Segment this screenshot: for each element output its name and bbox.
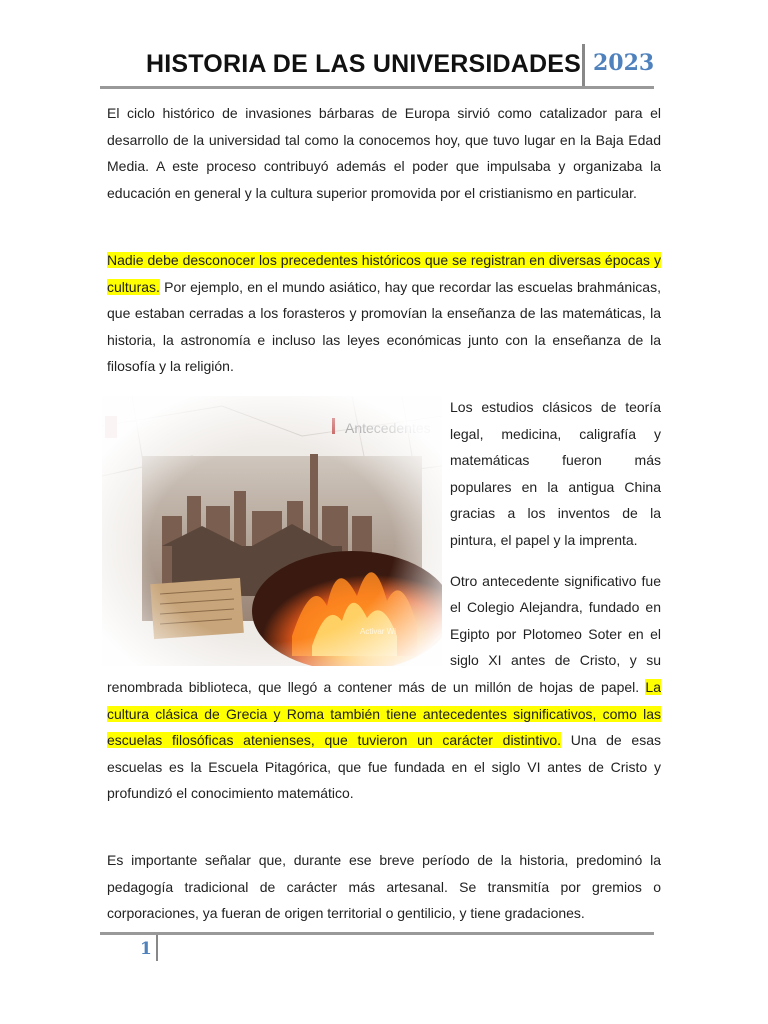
- highlighted-text: Nadie debe desconocer los precedentes históricos que se registran en diversas épocas y culturas.: [107, 252, 661, 295]
- paragraph-1: El ciclo histórico de invasiones bárbaras de Europa sirvió como catalizador para el desarrollo de la universidad tal como la conocemos hoy, que tuvo lugar en la Baja Edad Media. A este proceso contribuyó además el poder que impulsaba y organizaba la educación en general y la cultura superior promovida por el cristianismo en particular.: [107, 105, 661, 201]
- document-title: HISTORIA DE LAS UNIVERSIDADES: [146, 50, 582, 78]
- paragraph-3: Los estudios clásicos de teoría legal, medicina, caligrafía y matemáticas fueron más populares en la antigua China gracias a los inventos de la pintura, el papel y la imprenta.: [450, 399, 661, 548]
- paragraph-3-block: [107, 394, 661, 807]
- header-separator: [582, 44, 585, 88]
- header-year: 2023: [593, 50, 655, 76]
- page-number: 1: [140, 939, 152, 959]
- highlighted-text: La cultura clásica de Grecia y Roma también tiene antecedentes significativos, como las escuelas filosóficas atenienses, que tuvieron un carácter distintivo.: [107, 678, 661, 749]
- paragraph-4-end: Una de esas escuelas es la Escuela Pitagórica, que fue fundada en el siglo VI antes de Cristo y profundizó el conocimiento matemático.: [107, 732, 661, 802]
- footer-separator: [156, 935, 158, 961]
- footer-rule: [100, 932, 654, 935]
- antecedentes-illustration: [102, 396, 442, 666]
- antecedentes-image: [102, 396, 442, 666]
- paragraph-4-text: Otro antecedente significativo fue el Colegio Alejandra, fundado en Egipto por Plotomeo Soter en el siglo XI antes de Cristo, y su renombrada biblioteca, que llegó a contener más de un millón de hojas de papel.: [107, 572, 661, 695]
- paragraph-2: [107, 247, 661, 380]
- paragraph-2-text: Por ejemplo, en el mundo asiático, hay que recordar las escuelas brahmánicas, que estaban cerradas a los forasteros y promovían la enseñanza de las matemáticas, la historia, la astronomía e incluso las leyes económicas junto con la enseñanza de la filosofía y la religión.: [107, 278, 661, 375]
- paragraph-5: Es importante señalar que, durante ese breve período de la historia, predominó la pedagogía tradicional de carácter más artesanal. Se transmitía por gremios o corporaciones, ya fueran de origen territorial o gentilicio, y tiene gradaciones.: [107, 852, 661, 922]
- header-rule: [100, 86, 654, 89]
